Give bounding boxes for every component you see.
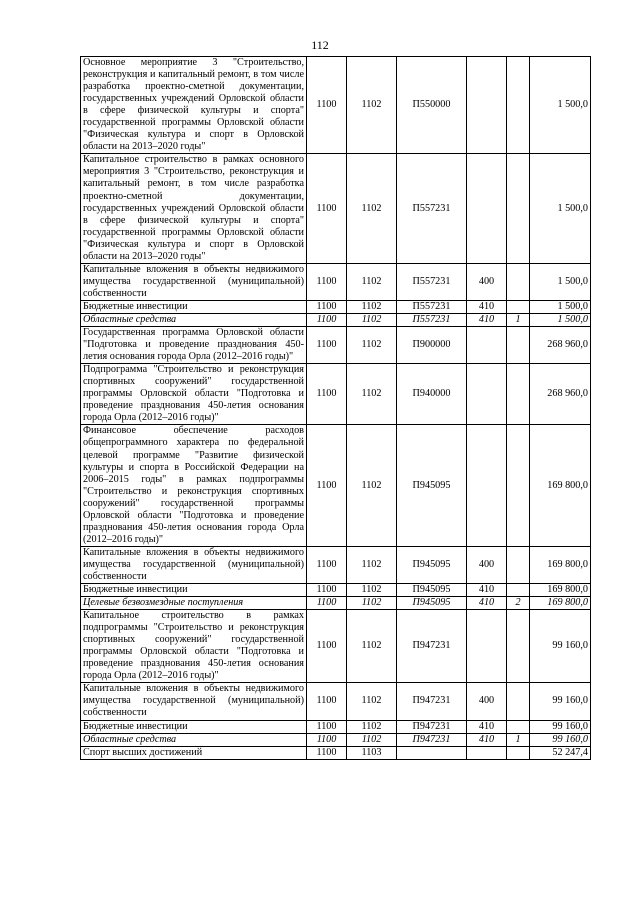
target-article-cell: П945095: [397, 546, 467, 583]
amount-cell: 268 960,0: [530, 327, 591, 364]
table-row: [81, 733, 591, 746]
table-row: [81, 746, 591, 759]
row-name-cell: Спорт высших достижений: [81, 746, 307, 759]
target-article-cell: П940000: [397, 364, 467, 425]
section-code-cell: 1100: [307, 683, 347, 720]
row-name-cell: Подпрограмма "Строительство и реконструкция спортивных сооружений" государственной программы Орловской области "Подготовка и проведение празднования 450-летия основания города Орла (2012–2016 годы)": [81, 364, 307, 425]
row-name-cell: Капитальное строительство в рамках подпрограммы "Строительство и реконструкция спортивных сооружений" государственной программы Орловской области "Подготовка и проведение празднования 450-летия основания города Орла (2012–2016 годы)": [81, 610, 307, 683]
funding-source-cell: 1: [507, 733, 530, 746]
subsection-code-cell: 1102: [347, 683, 397, 720]
table-row: [81, 57, 591, 154]
expense-type-cell: [467, 57, 507, 154]
amount-cell: 169 800,0: [530, 546, 591, 583]
section-code-cell: 1100: [307, 57, 347, 154]
expense-type-cell: 410: [467, 313, 507, 326]
table-row: [81, 300, 591, 313]
expense-type-cell: [467, 610, 507, 683]
funding-source-cell: 2: [507, 597, 530, 610]
target-article-cell: П550000: [397, 57, 467, 154]
subsection-code-cell: 1102: [347, 263, 397, 300]
expense-type-cell: 400: [467, 546, 507, 583]
amount-cell: 99 160,0: [530, 733, 591, 746]
amount-cell: 1 500,0: [530, 313, 591, 326]
funding-source-cell: 1: [507, 313, 530, 326]
expense-type-cell: [467, 746, 507, 759]
target-article-cell: П945095: [397, 597, 467, 610]
subsection-code-cell: 1102: [347, 154, 397, 263]
target-article-cell: П945095: [397, 584, 467, 597]
subsection-code-cell: 1102: [347, 546, 397, 583]
amount-cell: 1 500,0: [530, 154, 591, 263]
funding-source-cell: [507, 425, 530, 546]
table-row: [81, 720, 591, 733]
target-article-cell: П947231: [397, 733, 467, 746]
section-code-cell: 1100: [307, 584, 347, 597]
row-name-cell: Областные средства: [81, 313, 307, 326]
subsection-code-cell: 1102: [347, 733, 397, 746]
target-article-cell: П557231: [397, 300, 467, 313]
section-code-cell: 1100: [307, 425, 347, 546]
table-row: [81, 584, 591, 597]
expense-type-cell: [467, 327, 507, 364]
amount-cell: 1 500,0: [530, 263, 591, 300]
row-name-cell: Основное мероприятие 3 "Строительство, реконструкция и капитальный ремонт, в том числе разработка проектно-сметной документации, государственных учреждений Орловской области в сфере физической культуры и спорта" государственной программы Орловской области "Физическая культура и спорт в Орловской области на 2013–2020 годы": [81, 57, 307, 154]
expense-type-cell: 400: [467, 683, 507, 720]
subsection-code-cell: 1102: [347, 327, 397, 364]
amount-cell: 1 500,0: [530, 300, 591, 313]
table-row: [81, 364, 591, 425]
section-code-cell: 1100: [307, 610, 347, 683]
amount-cell: 99 160,0: [530, 610, 591, 683]
table-row: [81, 610, 591, 683]
target-article-cell: П947231: [397, 610, 467, 683]
budget-table-body: [81, 57, 591, 760]
subsection-code-cell: 1102: [347, 584, 397, 597]
table-row: [81, 154, 591, 263]
section-code-cell: 1100: [307, 263, 347, 300]
section-code-cell: 1100: [307, 313, 347, 326]
amount-cell: 169 800,0: [530, 597, 591, 610]
target-article-cell: П947231: [397, 720, 467, 733]
table-row: [81, 425, 591, 546]
amount-cell: 99 160,0: [530, 683, 591, 720]
amount-cell: 1 500,0: [530, 57, 591, 154]
row-name-cell: Бюджетные инвестиции: [81, 584, 307, 597]
expense-type-cell: [467, 154, 507, 263]
section-code-cell: 1100: [307, 300, 347, 313]
page-number: 112: [311, 38, 329, 52]
table-row: [81, 313, 591, 326]
target-article-cell: П900000: [397, 327, 467, 364]
amount-cell: 268 960,0: [530, 364, 591, 425]
row-name-cell: Капитальные вложения в объекты недвижимого имущества государственной (муниципальной) собственности: [81, 263, 307, 300]
section-code-cell: 1100: [307, 720, 347, 733]
expense-type-cell: 410: [467, 733, 507, 746]
funding-source-cell: [507, 154, 530, 263]
amount-cell: 99 160,0: [530, 720, 591, 733]
expense-type-cell: 410: [467, 300, 507, 313]
target-article-cell: [397, 746, 467, 759]
budget-table: [80, 56, 591, 760]
subsection-code-cell: 1102: [347, 364, 397, 425]
expense-type-cell: 410: [467, 597, 507, 610]
funding-source-cell: [507, 746, 530, 759]
amount-cell: 52 247,4: [530, 746, 591, 759]
funding-source-cell: [507, 546, 530, 583]
section-code-cell: 1100: [307, 746, 347, 759]
funding-source-cell: [507, 300, 530, 313]
subsection-code-cell: 1102: [347, 597, 397, 610]
subsection-code-cell: 1102: [347, 300, 397, 313]
row-name-cell: Бюджетные инвестиции: [81, 720, 307, 733]
expense-type-cell: [467, 364, 507, 425]
funding-source-cell: [507, 610, 530, 683]
subsection-code-cell: 1102: [347, 313, 397, 326]
section-code-cell: 1100: [307, 364, 347, 425]
row-name-cell: Капитальные вложения в объекты недвижимого имущества государственной (муниципальной) собственности: [81, 546, 307, 583]
subsection-code-cell: 1102: [347, 720, 397, 733]
funding-source-cell: [507, 683, 530, 720]
row-name-cell: Государственная программа Орловской области "Подготовка и проведение празднования 450-летия основания города Орла (2012–2016 годы)": [81, 327, 307, 364]
table-row: [81, 263, 591, 300]
section-code-cell: 1100: [307, 546, 347, 583]
row-name-cell: Капитальные вложения в объекты недвижимого имущества государственной (муниципальной) собственности: [81, 683, 307, 720]
table-row: [81, 597, 591, 610]
subsection-code-cell: 1102: [347, 425, 397, 546]
funding-source-cell: [507, 57, 530, 154]
table-row: [81, 683, 591, 720]
target-article-cell: П557231: [397, 313, 467, 326]
funding-source-cell: [507, 720, 530, 733]
section-code-cell: 1100: [307, 154, 347, 263]
expense-type-cell: 400: [467, 263, 507, 300]
expense-type-cell: [467, 425, 507, 546]
funding-source-cell: [507, 364, 530, 425]
row-name-cell: Бюджетные инвестиции: [81, 300, 307, 313]
funding-source-cell: [507, 584, 530, 597]
amount-cell: 169 800,0: [530, 425, 591, 546]
amount-cell: 169 800,0: [530, 584, 591, 597]
target-article-cell: П557231: [397, 263, 467, 300]
target-article-cell: П945095: [397, 425, 467, 546]
subsection-code-cell: 1103: [347, 746, 397, 759]
section-code-cell: 1100: [307, 327, 347, 364]
row-name-cell: Финансовое обеспечение расходов общепрограммного характера по федеральной целевой программе "Развитие физической культуры и спорта в Российской Федерации на 2006–2015 годы" в рамках подпрограммы "Строительство и реконструкция спортивных сооружений" государственной программы Орловской области "Подготовка и проведение празднования 450-летия основания города Орла (2012–2016 годы)": [81, 425, 307, 546]
subsection-code-cell: 1102: [347, 57, 397, 154]
table-row: [81, 327, 591, 364]
funding-source-cell: [507, 327, 530, 364]
expense-type-cell: 410: [467, 720, 507, 733]
funding-source-cell: [507, 263, 530, 300]
row-name-cell: Капитальное строительство в рамках основного мероприятия 3 "Строительство, реконструкция и капитальный ремонт, в том числе разработка проектно-сметной документации, государственных учреждений Орловской области в сфере физической культуры и спорта" государственной программы Орловской области "Физическая культура и спорт в Орловской области на 2013–2020 годы": [81, 154, 307, 263]
row-name-cell: Целевые безвозмездные поступления: [81, 597, 307, 610]
row-name-cell: Областные средства: [81, 733, 307, 746]
subsection-code-cell: 1102: [347, 610, 397, 683]
table-row: [81, 546, 591, 583]
section-code-cell: 1100: [307, 733, 347, 746]
target-article-cell: П557231: [397, 154, 467, 263]
expense-type-cell: 410: [467, 584, 507, 597]
target-article-cell: П947231: [397, 683, 467, 720]
section-code-cell: 1100: [307, 597, 347, 610]
